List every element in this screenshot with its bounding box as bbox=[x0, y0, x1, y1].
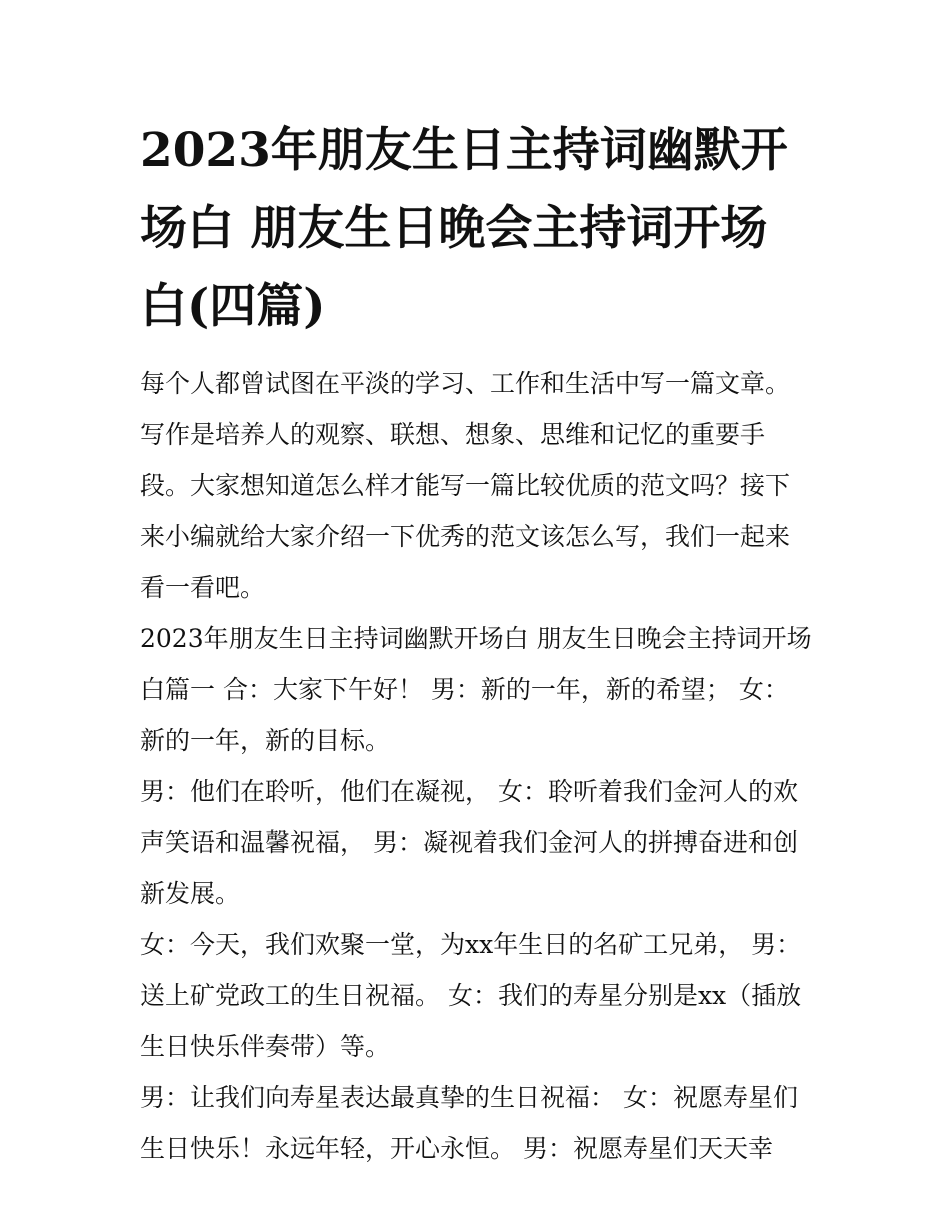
paragraph-listening: 男：他们在聆听，他们在凝视， 女：聆听着我们金河人的欢声笑语和温馨祝福， 男：凝视着我们金河人的拼搏奋进和创新发展。 bbox=[140, 777, 798, 908]
paragraph-intro: 每个人都曾试图在平淡的学习、工作和生活中写一篇文章。写作是培养人的观察、联想、想象、思维和记忆的重要手段。大家想知道怎么样才能写一篇比较优质的范文吗？接下来小编就给大家介绍一下优秀的范文该怎么写，我们一起来看一看吧。 bbox=[140, 369, 791, 602]
paragraph-blessings: 男：让我们向寿星表达最真挚的生日祝福： 女：祝愿寿星们生日快乐！永远年轻，开心永恒。 男：祝愿寿星们天天幸 bbox=[140, 1083, 798, 1163]
paragraph-section-one: 2023年朋友生日主持词幽默开场白 朋友生日晚会主持词开场白篇一 合：大家下午好！ 男：新的一年，新的希望； 女：新的一年，新的目标。 bbox=[140, 624, 812, 755]
document-title: 2023年朋友生日主持词幽默开场白 朋友生日晚会主持词开场白(四篇) bbox=[140, 123, 788, 334]
document-body bbox=[140, 358, 812, 1174]
document-content bbox=[140, 112, 812, 1174]
paragraph-gathering: 女：今天，我们欢聚一堂，为xx年生日的名矿工兄弟， 男：送上矿党政工的生日祝福。 女：我们的寿星分别是xx（插放生日快乐伴奏带）等。 bbox=[140, 930, 802, 1061]
